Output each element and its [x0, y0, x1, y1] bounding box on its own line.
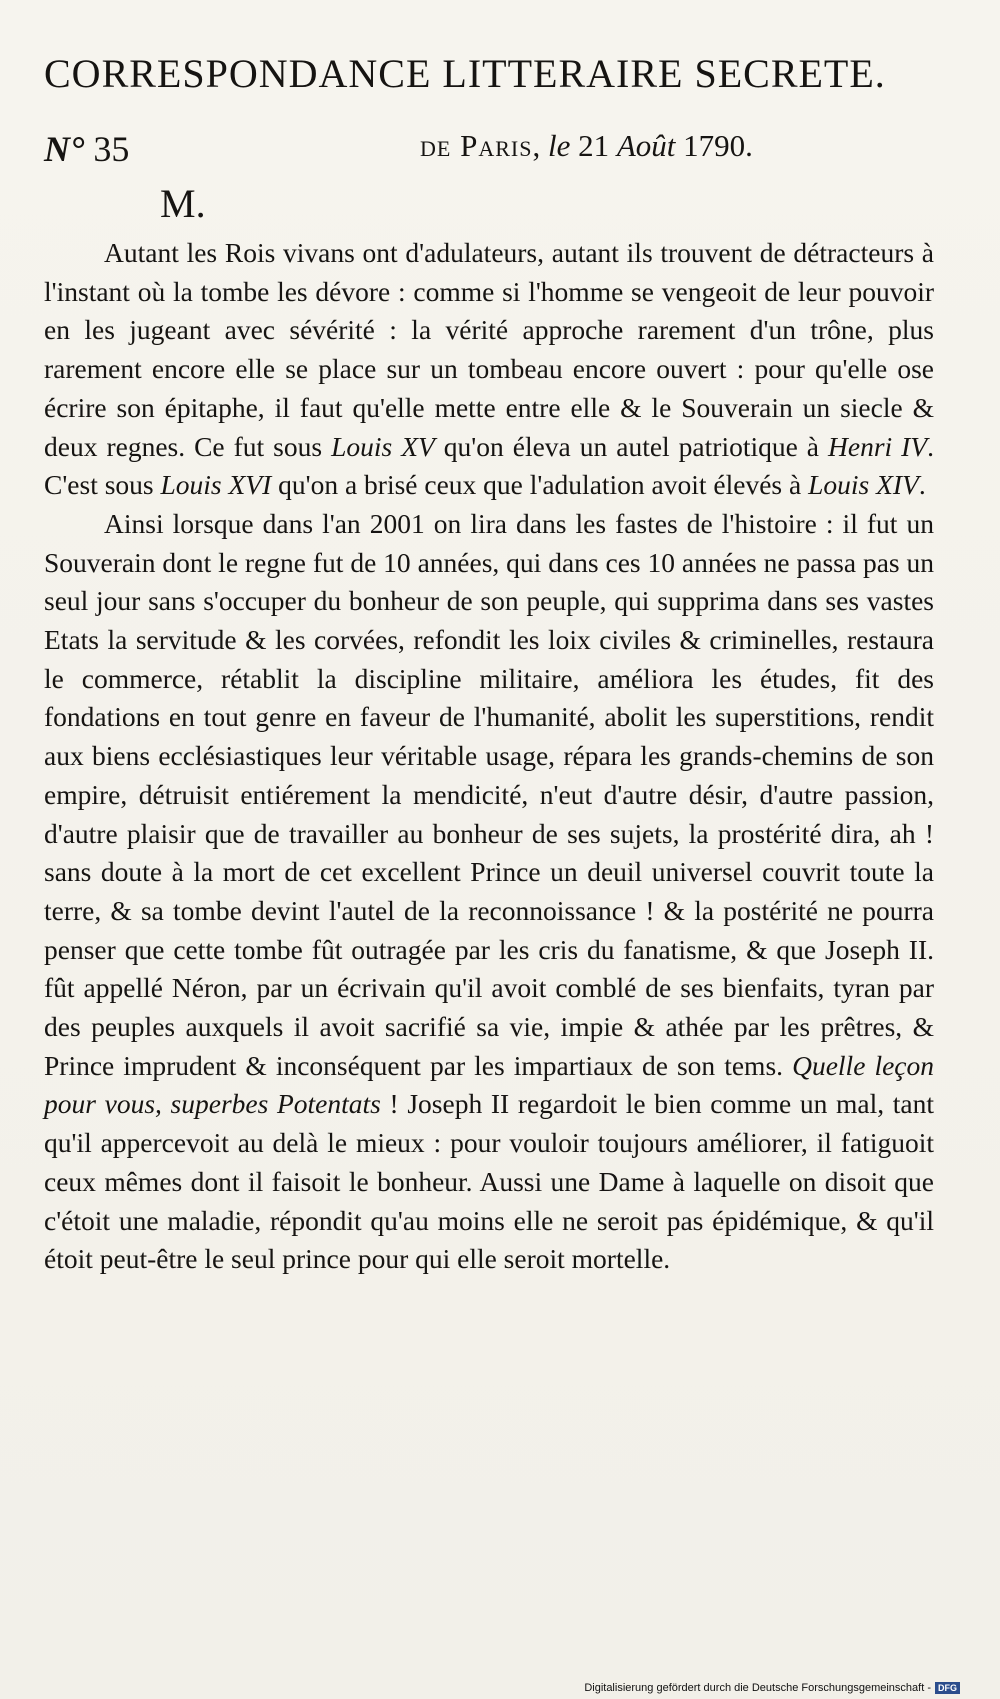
dateline-year: 1790. [675, 128, 753, 163]
article-body [44, 234, 934, 1279]
page-title: CORRESPONDANCE LITTERAIRE SECRETE. [44, 51, 886, 96]
italic-quote: Quelle leçon pour vous, superbes Potentats [44, 1049, 935, 1120]
issue-number [44, 128, 129, 170]
paragraph-1-text-d: qu'on a brisé ceux que l'adulation avoit élevés à [271, 469, 809, 501]
issue-number-label: N° [44, 129, 85, 169]
paragraph-2-text-b: ! Joseph II regardoit le bien comme un mal, tant qu'il appercevoit au delà le mieux : pour vouloir toujours améliorer, il fatiguoit ceux mêmes dont il faisoit le bonheur. Aussi une Dame à laquelle on disoit que c'étoit une maladie, répondit qu'au moins elle ne seroit pas épidémique, & qu'il étoit peut-être le seul prince pour qui elle seroit mortelle. [44, 1088, 934, 1275]
name-louis-xiv: Louis XIV [808, 469, 919, 501]
salutation: M. [160, 181, 206, 226]
paragraph-1 [44, 234, 934, 505]
paragraph-1-text-e: . [918, 469, 926, 501]
paragraph-1-text-c: . C'est sous [44, 430, 934, 501]
credit-text: Digitalisierung gefördert durch die Deutsche Forschungsgemeinschaft - [584, 1682, 931, 1694]
issue-number-value: 35 [93, 129, 130, 169]
name-louis-xv: Louis XV [331, 430, 435, 462]
dateline-le: le [547, 128, 571, 163]
dateline [420, 128, 753, 164]
dateline-month: Août [616, 128, 676, 163]
paragraph-2-text-a: Ainsi lorsque dans l'an 2001 on lira dans les fastes de l'histoire : il fut un Souverain dont le regne fut de 10 années, qui dans ces 10 années ne passa pas un seul jour sans s'occuper du bonheur de son peuple, qui supprima dans ses vastes Etats la servitude & les corvées, refondit les loix civiles & criminelles, restaura le commerce, rétablit la discipline militaire, améliora les études, fit des fondations en tout genre en faveur de l'humanité, abolit les superstitions, rendit aux biens ecclésiastiques leur véritable usage, répara les grands-chemins de son empire, détruisit entiérement la mendicité, n'eut d'autre désir, d'autre passion, d'autre plaisir que de travailler au bonheur de ses sujets, la prostérité dira, ah ! sans doute à la mort de cet excellent Prince un deuil universel couvrit toute la terre, & sa tombe devint l'autel de la reconnoissance ! & la postérité ne pourra penser que cette tombe fût outragée par les cris du fanatisme, & que Joseph II. fût appellé Néron, par un écrivain qu'il avoit comblé de ses bienfaits, tyran par des peuples auxquels il avoit sacrifié sa vie, impie & athée par les prêtres, & Prince imprudent & inconséquent par les impartiaux de son tems. [44, 507, 934, 1081]
dateline-day: 21 [570, 128, 617, 163]
dateline-separator: , [532, 128, 548, 163]
paragraph-2 [44, 505, 934, 1279]
paragraph-1-text-b: qu'on éleva un autel patriotique à [434, 430, 829, 462]
dateline-place: de Paris [420, 128, 533, 163]
name-henri-iv: Henri IV [828, 430, 928, 462]
paragraph-1-text-a: Autant les Rois vivans ont d'adulateurs, autant ils trouvent de détracteurs à l'instant où la tombe les dévore : comme si l'homme se vengeoit de leur pouvoir en les jugeant avec sévérité : la vérité approche rarement d'un trône, plus rarement encore elle se place sur un tombeau encore ouvert : pour qu'elle ose écrire son épitaphe, il faut qu'elle mette entre elle & le Souverain un siecle & deux regnes. Ce fut sous [44, 237, 934, 462]
digitization-credit [584, 1682, 960, 1694]
name-louis-xvi: Louis XVI [160, 469, 272, 501]
dfg-logo: DFG [935, 1682, 960, 1694]
